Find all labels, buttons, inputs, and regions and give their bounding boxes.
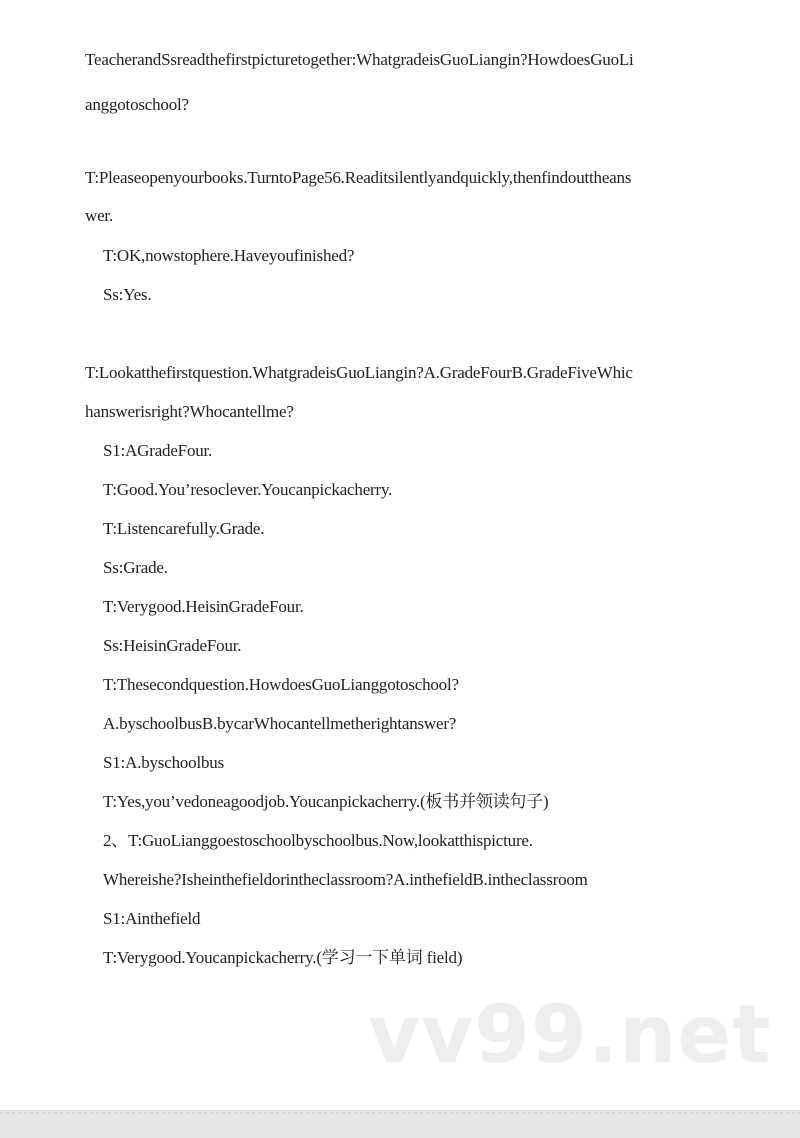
- paragraph-line: TeacherandSsreadthefirstpicturetogether:WhatgradeisGuoLiangin?HowdoesGuoLi: [85, 50, 634, 69]
- paragraph-line: T:Pleaseopenyourbooks.TurntoPage56.Readitsilentlyandquickly,thenfindouttheans: [85, 168, 632, 187]
- page-separator: [0, 1112, 800, 1114]
- dialogue-line: 2、T:GuoLianggoestoschoolbyschoolbus.Now,lookatthispicture.: [103, 831, 533, 850]
- dialogue-line: Whereishe?Isheinthefieldorintheclassroom?A.inthefieldB.intheclassroom: [103, 870, 588, 889]
- watermark: vv99.net: [368, 988, 772, 1081]
- dialogue-line: S1:Ainthefield: [103, 909, 201, 928]
- dialogue-line: Ss:Grade.: [103, 558, 168, 577]
- dialogue-line: T:Listencarefully.Grade.: [103, 519, 265, 538]
- dialogue-line: T:Verygood.HeisinGradeFour.: [103, 597, 304, 616]
- dialogue-line: S1:AGradeFour.: [103, 441, 213, 460]
- dialogue-line: T:Verygood.Youcanpickacherry.(学习一下单词 field): [103, 948, 463, 967]
- dialogue-line: S1:A.byschoolbus: [103, 753, 225, 772]
- dialogue-line: A.byschoolbusB.bycarWhocantellmetherightanswer?: [103, 714, 457, 733]
- viewer-bottom-bar: [0, 1110, 800, 1138]
- dialogue-line: T:Good.You’resoclever.Youcanpickacherry.: [103, 480, 393, 499]
- dialogue-line: Ss:Yes.: [103, 285, 152, 304]
- dialogue-line: T:OK,nowstophere.Haveyoufinished?: [103, 246, 355, 265]
- dialogue-line: Ss:HeisinGradeFour.: [103, 636, 242, 655]
- paragraph-line: T:Lookatthefirstquestion.WhatgradeisGuoLiangin?A.GradeFourB.GradeFiveWhic: [85, 363, 633, 382]
- paragraph-line: wer.: [85, 206, 113, 225]
- paragraph-line: anggotoschool?: [85, 95, 189, 114]
- dialogue-line: T:Yes,you’vedoneagoodjob.Youcanpickacherry.(板书并领读句子): [103, 792, 549, 811]
- dialogue-line: T:Thesecondquestion.HowdoesGuoLianggotoschool?: [103, 675, 459, 694]
- paragraph-line: hanswerisright?Whocantellme?: [85, 402, 294, 421]
